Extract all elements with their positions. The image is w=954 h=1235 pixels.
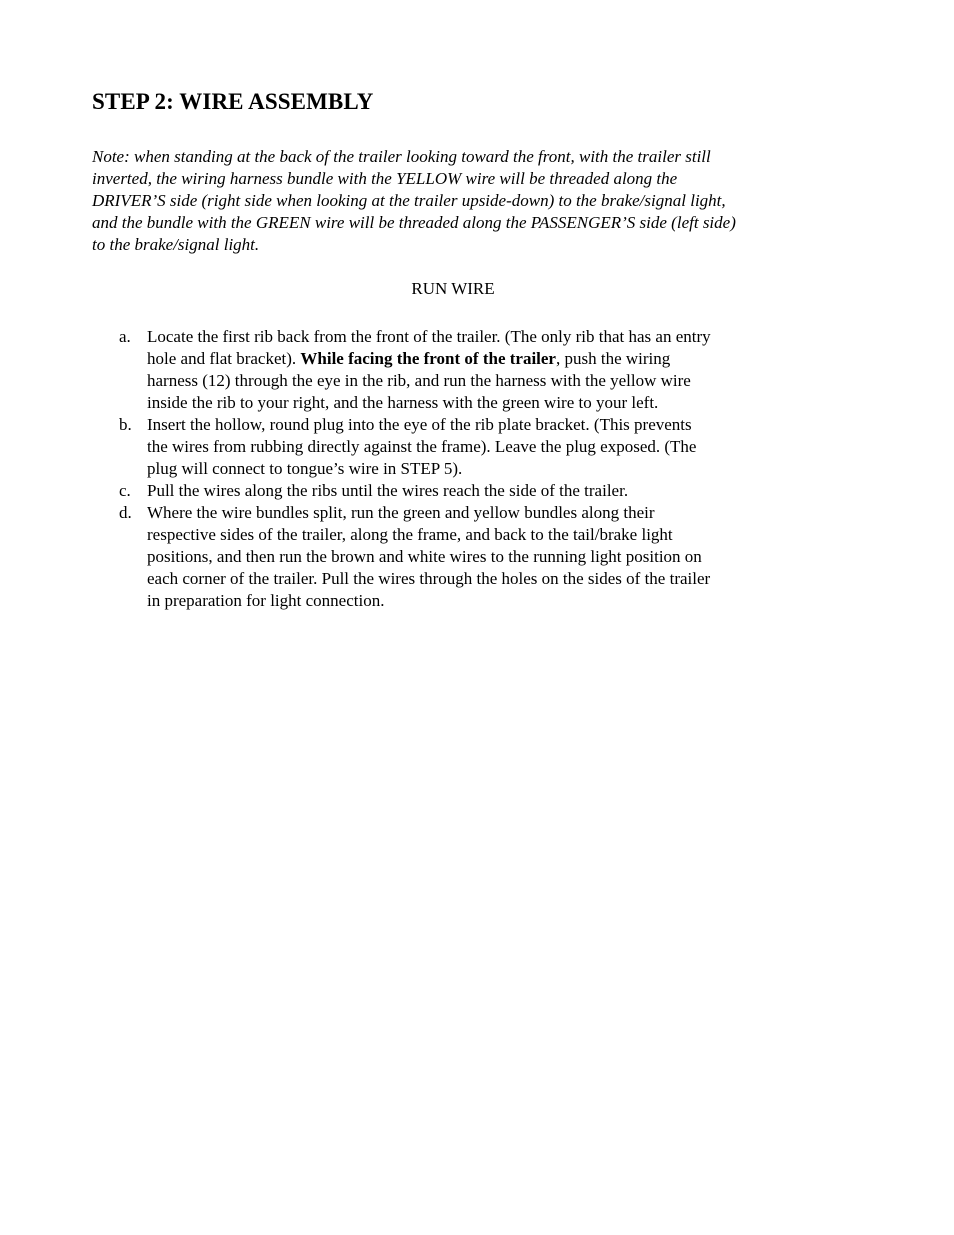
step-line: Insert the hollow, round plug into the eye of the rib plate bracket. (This prevents	[147, 415, 692, 434]
list-item	[92, 414, 822, 480]
step-line: positions, and then run the brown and white wires to the running light position on	[147, 547, 702, 566]
step-marker: c.	[119, 481, 131, 500]
step-marker: d.	[119, 503, 132, 522]
step-line: Where the wire bundles split, run the green and yellow bundles along their	[147, 503, 655, 522]
step-line: in preparation for light connection.	[147, 591, 385, 610]
section-heading: RUN WIRE	[411, 279, 495, 298]
step-line: respective sides of the trailer, along the frame, and back to the tail/brake light	[147, 525, 673, 544]
step-line: plug will connect to tongue’s wire in STEP 5).	[147, 459, 463, 478]
note-line: Note: when standing at the back of the trailer looking toward the front, with the trailer still	[92, 147, 711, 166]
note-line: inverted, the wiring harness bundle with the YELLOW wire will be threaded along the	[92, 169, 678, 188]
step-emphasis: While facing the front of the trailer	[300, 349, 556, 368]
note-line: to the brake/signal light.	[92, 235, 260, 254]
step-marker: b.	[119, 415, 132, 434]
step-line	[147, 348, 822, 370]
note-line: DRIVER’S side (right side when looking at the trailer upside-down) to the brake/signal light,	[92, 191, 726, 210]
step-line: each corner of the trailer. Pull the wires through the holes on the sides of the trailer	[147, 569, 711, 588]
list-item	[92, 326, 822, 414]
step-line: inside the rib to your right, and the harness with the green wire to your left.	[147, 393, 659, 412]
step-text: , push the wiring	[555, 349, 671, 368]
step-line: harness (12) through the eye in the rib, and run the harness with the yellow wire	[147, 371, 691, 390]
list-item	[92, 480, 822, 502]
steps-list	[92, 326, 822, 612]
note-paragraph	[92, 146, 822, 256]
list-item	[92, 502, 822, 612]
step-text: hole and flat bracket).	[147, 349, 301, 368]
note-line: and the bundle with the GREEN wire will be threaded along the PASSENGER’S side (left side)	[92, 213, 736, 232]
step-line: the wires from rubbing directly against the frame). Leave the plug exposed. (The	[147, 437, 697, 456]
page-title: STEP 2: WIRE ASSEMBLY	[92, 89, 374, 114]
step-line: Locate the first rib back from the front of the trailer. (The only rib that has an entry	[147, 327, 711, 346]
step-line: Pull the wires along the ribs until the wires reach the side of the trailer.	[147, 481, 629, 500]
step-marker: a.	[119, 327, 131, 346]
